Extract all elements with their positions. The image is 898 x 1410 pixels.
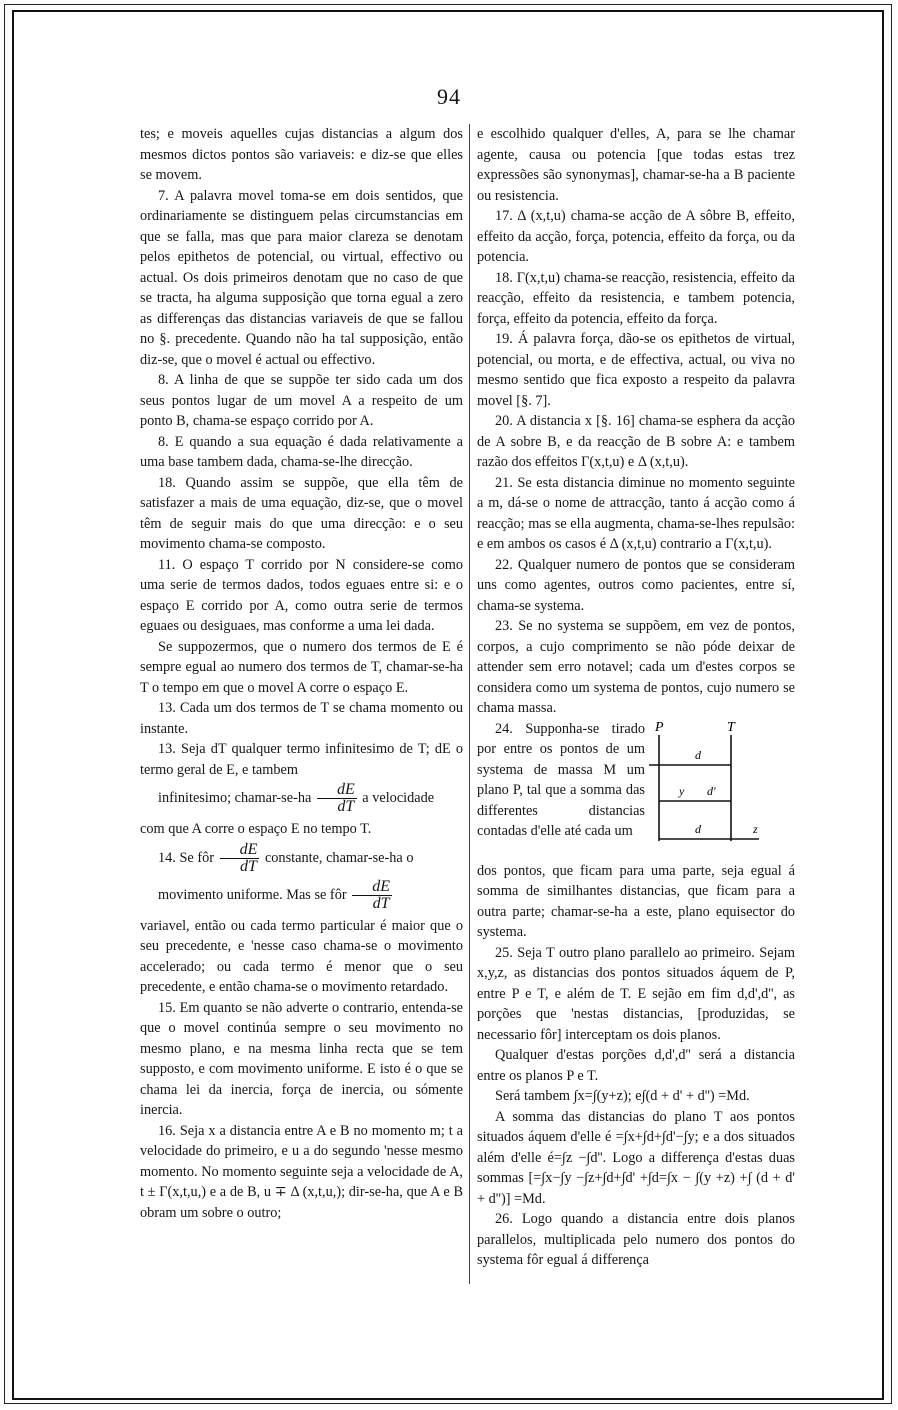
- fraction-dE-dT: [317, 782, 357, 815]
- paragraph: 18. Γ(x,t,u) chama-se reacção, resistencia, effeito da reacção, effeito da resistencia, e tambem potencia, força, effeito da potencia, effeito da força.: [477, 269, 795, 327]
- paragraph: 16. Seja x a distancia entre A e B no momento m; t a velocidade do primeiro, e u a do segundo 'nesse mesmo momento. No momento seguinte seja a velocidade de A, t ± Γ(x,t,u,) e a de B, u ∓ Δ (x,t,u,); dir-se-ha, que A e B obram um sobre o outro;: [140, 1122, 463, 1221]
- right-column: [477, 124, 795, 1271]
- paragraph: 8. A linha de que se suppõe ter sido cada um dos seus pontos lugar de um movel A a respeito de um ponto B, chama-se espaço corrido por A.: [140, 372, 463, 429]
- paragraph: 23. Se no systema se suppõem, em vez de pontos, corpos, a cujo comprimento se não póde deixar de attender sem erro notavel; cada um d'estes corpos se considera como um systema de pontos, cujo numero se chama massa.: [477, 618, 795, 716]
- numerator: dE: [352, 879, 392, 896]
- text: variavel, então ou cada termo particular é maior que o seu precedente, e 'nesse caso chama-se o movimento accelerado; ou cada termo é menor que o seu precedente, e então chama-se o movimento retardado.: [140, 917, 463, 995]
- fraction-dE-dT: [352, 879, 392, 912]
- denominator: dT: [372, 894, 390, 912]
- left-column: [140, 124, 463, 1223]
- page-number: 94: [437, 84, 461, 109]
- paragraph: 7. A palavra movel toma-se em dois sentidos, que ordinariamente se distinguem pelas circumstancias em que se falla, mas que para maior clareza se denotam pelos epithetos de potencial, ou virtual, effectivo ou actual. Os dois primeiros denotam que no caso de que se tracta, ha alguma supposição que torna egual a zero as differenças das distancias variaveis de que se fallou no §. precedente. Quando não ha tal supposição, então diz-se, que o movel é actual ou effectivo.: [140, 187, 463, 368]
- paragraph: dos pontos, que ficam para uma parte, seja egual á somma de similhantes distancias, que ficam para a outra parte; chamar-se-ha a este, plano equisector do systema.: [477, 862, 795, 940]
- numerator: dE: [220, 842, 260, 859]
- paragraph: e escolhido qualquer d'elles, A, para se lhe chamar agente, causa ou potencia [que todas estas trez expressões são synonymas], chamar-se-ha a B paciente ou resistencia.: [477, 126, 795, 204]
- paragraph-velocity: [140, 739, 463, 840]
- denominator: dT: [337, 798, 355, 815]
- denominator: dT: [240, 857, 257, 875]
- paragraph-24-with-figure: [477, 719, 795, 861]
- paragraph: 18. Quando assim se suppõe, que ella têm de satisfazer a mais de uma equação, diz-se, que o movel têm de seguir mais do que uma direcção: e o seu movimento chama-se composto.: [140, 474, 463, 552]
- paragraph: 22. Qualquer numero de pontos que se consideram uns como agentes, outros como pacientes, entre sí, chama-se systema.: [477, 556, 795, 614]
- label-T: T: [727, 719, 735, 735]
- paragraph-uniform-motion: [140, 842, 463, 998]
- label-P: P: [655, 719, 664, 735]
- paragraph: 21. Se esta distancia diminue no momento seguinte a m, dá-se o nome de attracção, tanto á acção como á reacção; mas se ella augmenta, chama-se-lhes repulsão: e em ambos os casos é Δ (x,t,u) contrario a Γ(x,t,u).: [477, 474, 795, 552]
- text: 14. Se fôr: [158, 849, 214, 866]
- label-d: d: [695, 821, 701, 836]
- text: constante, chamar-se-ha o: [264, 849, 414, 866]
- formula-line: [140, 879, 463, 912]
- paragraph: 20. A distancia x [§. 16] chama-se esphera da acção de A sobre B, e da reacção de B sobre A: e tambem razão dos effeitos Γ(x,t,u) e Δ (x,t,u).: [477, 413, 795, 470]
- planes-diagram: [649, 719, 795, 861]
- paragraph: Qualquer d'estas porções d,d',d'' será a distancia entre os planos P e T.: [477, 1047, 795, 1084]
- paragraph: A somma das distancias do plano T aos pontos situados áquem d'elle é =∫x+∫d+∫d'−∫y; e a dos situados além d'elle é=∫z −∫d''. Logo a differença d'estas duas sommas [=∫x−∫y −∫z+∫d+∫d' +∫d=∫x − ∫(y +z) +∫ (d + d' + d'')] =Md.: [477, 1108, 795, 1207]
- paragraph: tes; e moveis aquelles cujas distancias a algum dos mesmos dictos pontos são variaveis: e diz-se que elles se movem.: [140, 126, 463, 183]
- label-d: d: [695, 747, 701, 762]
- formula-line: [140, 782, 463, 815]
- text: infinitesimo; chamar-se-ha: [158, 789, 312, 806]
- paragraph: 24. Supponha-se tirado por entre os pontos de um systema de massa M um plano P, tal que a somma das differentes distancias contadas d'elle até cada um: [477, 720, 645, 839]
- paragraph: 13. Cada um dos termos de T se chama momento ou instante.: [140, 700, 463, 737]
- paragraph: Se suppozermos, que o numero dos termos de E é sempre egual ao numero dos termos de T, chamar-se-ha T o tempo em que o movel A corre o espaço E.: [140, 638, 463, 696]
- paragraph: 17. Δ (x,t,u) chama-se acção de A sôbre B, effeito, effeito da acção, força, potencia, effeito da força, ou da potencia.: [477, 208, 795, 265]
- numerator: dE: [317, 782, 357, 799]
- column-divider: [469, 124, 470, 1284]
- paragraph: 15. Em quanto se não adverte o contrario, entenda-se que o movel continúa sempre o seu movimento no mesmo plano, e na mesma linha recta que se tem supposto, e com movimento uniforme. E isto é o que se chama lei da inercia, força de inercia, ou sómente inercia.: [140, 999, 463, 1118]
- wrapped-text: [477, 719, 645, 842]
- paragraph: Será tambem ∫x=∫(y+z); e∫(d + d' + d'') =Md.: [495, 1088, 750, 1104]
- paragraph: 26. Logo quando a distancia entre dois planos parallelos, multiplicada pelo numero dos pontos do systema fôr egual á differença: [477, 1211, 795, 1268]
- paragraph: 11. O espaço T corrido por N considere-se como uma serie de termos dados, todos eguaes entre si: e o espaço E corrido por A, como outra serie de termos eguaes ou desiguaes, mas conforme a uma lei dada.: [140, 556, 463, 634]
- label-d-prime: d': [707, 783, 716, 798]
- fraction-dE-dT: [220, 842, 260, 875]
- paragraph: 19. Á palavra força, dão-se os epithetos de virtual, potencial, ou morta, e de effectiva, actual, ou viva no mesmo sentido que fica exposto a respeito da palavra movel [§. 7].: [477, 331, 795, 409]
- formula-line: [140, 842, 463, 875]
- paragraph: 8. E quando a sua equação é dada relativamente a uma base tambem dada, chama-se-lhe direcção.: [140, 433, 463, 470]
- text: 13. Seja dT qualquer termo infinitesimo de T; dE o termo geral de E, e tambem: [140, 741, 463, 778]
- text: movimento uniforme. Mas se fôr: [158, 886, 347, 903]
- text: com que A corre o espaço E no tempo T.: [140, 821, 372, 837]
- paragraph: 25. Seja T outro plano parallelo ao primeiro. Sejam x,y,z, as distancias dos pontos situados áquem de P, entre P e T, e além de T. E sejão em fim d,d',d'', as porções que 'nestas distancias, [produzidas, se necessario fôr] interceptam os dois planos.: [477, 944, 795, 1043]
- text: a velocidade: [362, 789, 435, 806]
- label-z: z: [753, 821, 758, 836]
- label-y: y: [679, 783, 685, 798]
